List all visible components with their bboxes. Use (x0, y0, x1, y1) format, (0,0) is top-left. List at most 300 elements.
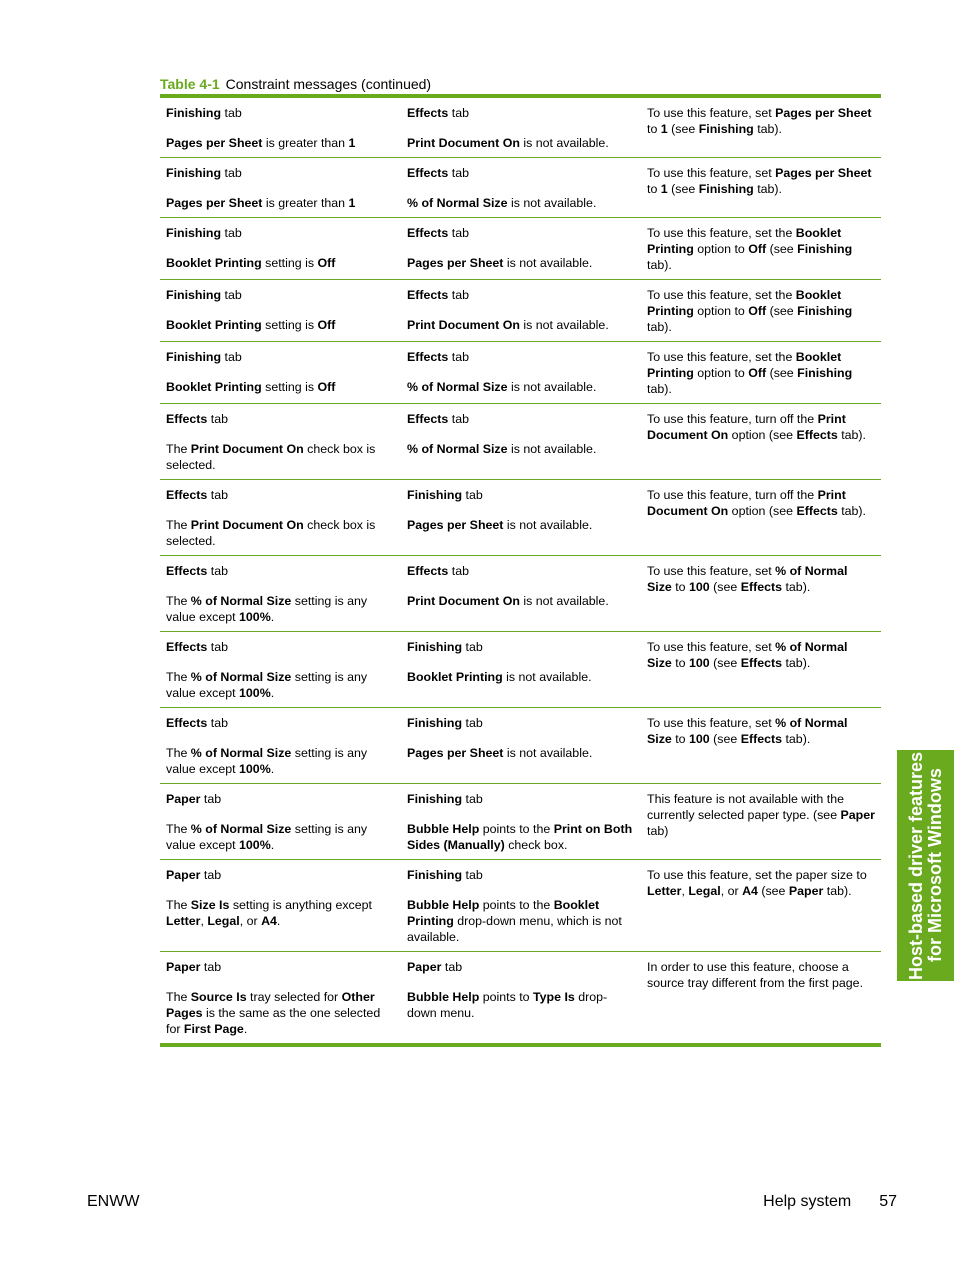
cell-paragraph (166, 989, 395, 1037)
bold-term: Bubble Help (407, 898, 480, 912)
cell-paragraph (166, 791, 395, 807)
text-run: to (671, 732, 690, 746)
text-run: tab (462, 716, 483, 730)
unavailable-cell (401, 860, 641, 951)
cell-paragraph (647, 225, 875, 273)
text-run: is not available. (507, 380, 597, 394)
text-run: To use this feature, set (647, 106, 776, 120)
bold-term: Paper (788, 884, 824, 898)
resolution-cell (641, 280, 881, 341)
text-run: To use this feature, set (647, 640, 776, 654)
cell-paragraph (407, 593, 635, 609)
unavailable-cell (401, 342, 641, 403)
text-run: tab (448, 564, 469, 578)
text-run: (see (709, 656, 741, 670)
page-number: 57 (879, 1193, 897, 1210)
text-run: tab). (823, 884, 852, 898)
cell-paragraph (407, 959, 635, 975)
unavailable-cell (401, 404, 641, 479)
cell-paragraph (407, 563, 635, 579)
text-run: , (200, 914, 208, 928)
text-run: (see (766, 242, 798, 256)
condition-cell (160, 556, 401, 631)
cell-paragraph (407, 639, 635, 655)
bold-term: Finishing (166, 166, 222, 180)
text-run: To use this feature, turn off the (647, 488, 818, 502)
bold-term: Finishing (797, 366, 853, 380)
bold-term: Off (317, 256, 336, 270)
text-run: is not available. (503, 518, 593, 532)
text-run: tab). (647, 258, 672, 272)
text-run: is greater than (262, 196, 349, 210)
bold-term: Off (317, 380, 336, 394)
cell-paragraph (166, 255, 395, 271)
text-run: tray selected for (246, 990, 342, 1004)
text-run: To use this feature, set the (647, 226, 796, 240)
text-run: (see (709, 580, 741, 594)
bold-term: Print on Both Sides (Manually) (407, 822, 633, 852)
resolution-cell (641, 98, 881, 157)
bold-term: Finishing (407, 868, 463, 882)
unavailable-cell (401, 556, 641, 631)
resolution-cell (641, 952, 881, 1043)
table-row (160, 860, 881, 952)
text-run: is not available. (502, 670, 592, 684)
footer-left: ENWW (87, 1193, 140, 1210)
text-run: (see (766, 304, 798, 318)
unavailable-cell (401, 98, 641, 157)
cell-paragraph (407, 517, 635, 533)
table-row (160, 784, 881, 860)
bold-term: Effects (166, 564, 208, 578)
bold-term: Booklet Printing (647, 226, 842, 256)
cell-paragraph (407, 349, 635, 365)
bold-term: 1 (348, 196, 356, 210)
text-run: tab). (782, 656, 811, 670)
cell-paragraph (407, 379, 635, 395)
cell-paragraph (647, 791, 875, 839)
bold-term: Print Document On (647, 488, 846, 518)
bold-term: Finishing (166, 226, 222, 240)
text-run: check box is selected. (166, 442, 376, 472)
table-row (160, 556, 881, 632)
resolution-cell (641, 218, 881, 279)
bold-term: Effects (407, 564, 449, 578)
cell-paragraph (166, 195, 395, 211)
text-run: option to (693, 242, 749, 256)
bold-term: 1 (348, 136, 356, 150)
bold-term: Finishing (166, 350, 222, 364)
cell-paragraph (647, 715, 875, 747)
bold-term: Finishing (407, 792, 463, 806)
cell-paragraph (166, 317, 395, 333)
text-run: tab (448, 350, 469, 364)
text-run: is not available. (519, 318, 609, 332)
table-row (160, 280, 881, 342)
bold-term: Print Document On (407, 594, 520, 608)
text-run: The (166, 898, 191, 912)
text-run: (see (709, 732, 741, 746)
bold-term: Booklet Printing (407, 898, 600, 928)
table-row (160, 952, 881, 1043)
text-run: setting is (261, 256, 318, 270)
unavailable-cell (401, 280, 641, 341)
text-run: To use this feature, set (647, 166, 776, 180)
bold-term: Effects (407, 412, 449, 426)
bold-term: 100 (689, 580, 710, 594)
cell-paragraph (407, 411, 635, 427)
text-run: is the same as the one selected for (166, 1006, 381, 1036)
cell-paragraph (166, 715, 395, 731)
cell-paragraph (407, 791, 635, 807)
text-run: tab). (782, 580, 811, 594)
text-run: to (671, 580, 690, 594)
condition-cell (160, 860, 401, 951)
bold-term: Paper (166, 960, 201, 974)
text-run: tab) (647, 824, 669, 838)
text-run: , (681, 884, 689, 898)
resolution-cell (641, 158, 881, 217)
bold-term: Type Is (533, 990, 575, 1004)
bold-term: Legal (688, 884, 721, 898)
bold-term: Finishing (166, 106, 222, 120)
text-run: tab). (837, 428, 867, 442)
chapter-side-tab (897, 750, 954, 981)
text-run: option to (693, 304, 749, 318)
condition-cell (160, 632, 401, 707)
text-run: . (243, 1022, 248, 1036)
cell-paragraph (407, 255, 635, 271)
cell-paragraph (647, 105, 875, 137)
text-run: setting is (261, 318, 318, 332)
cell-paragraph (647, 959, 875, 991)
unavailable-cell (401, 784, 641, 859)
text-run: . (276, 914, 281, 928)
cell-paragraph (407, 821, 635, 853)
cell-paragraph (166, 165, 395, 181)
cell-paragraph (407, 135, 635, 151)
bold-term: Booklet Printing (166, 318, 262, 332)
cell-paragraph (166, 105, 395, 121)
bold-term: Effects (407, 350, 449, 364)
text-run: points to (479, 990, 534, 1004)
unavailable-cell (401, 952, 641, 1043)
text-run: tab). (647, 382, 672, 396)
bold-term: Finishing (698, 182, 754, 196)
constraint-messages-table (160, 94, 881, 1047)
text-run: The (166, 822, 191, 836)
text-run: tab). (647, 320, 672, 334)
text-run: The (166, 990, 191, 1004)
chapter-side-tab-label: Host-based driver features for Microsoft Windows (905, 751, 945, 980)
text-run: tab (221, 106, 242, 120)
bold-term: Print Document On (190, 518, 304, 532)
footer-section: Help system (763, 1193, 852, 1210)
bold-term: Print Document On (647, 412, 846, 442)
cell-paragraph (647, 411, 875, 443)
text-run: . (270, 686, 275, 700)
cell-paragraph (166, 379, 395, 395)
text-run: The (166, 746, 191, 760)
text-run: to (647, 122, 661, 136)
bold-term: Off (748, 242, 767, 256)
text-run: setting is any value except (166, 822, 368, 852)
bold-term: Pages per Sheet (775, 106, 872, 120)
cell-paragraph (647, 563, 875, 595)
cell-paragraph (166, 441, 395, 473)
bold-term: Pages per Sheet (407, 746, 504, 760)
bold-term: Effects (166, 412, 208, 426)
cell-paragraph (407, 195, 635, 211)
cell-paragraph (647, 165, 875, 197)
text-run: tab (200, 868, 222, 882)
text-run: setting is any value except (166, 594, 368, 624)
cell-paragraph (407, 317, 635, 333)
bold-term: Effects (166, 640, 208, 654)
condition-cell (160, 98, 401, 157)
cell-paragraph (166, 349, 395, 365)
cell-paragraph (166, 821, 395, 853)
bold-term: 1 (660, 122, 668, 136)
text-run: points to the (479, 822, 554, 836)
text-run: To use this feature, set (647, 564, 776, 578)
bold-term: Effects (796, 504, 838, 518)
bold-term: % of Normal Size (647, 716, 848, 746)
text-run: The (166, 442, 191, 456)
bold-term: Letter (166, 914, 201, 928)
text-run: tab (462, 868, 483, 882)
text-run: (see (667, 122, 699, 136)
bold-term: Print Document On (407, 318, 520, 332)
bold-term: Booklet Printing (166, 380, 262, 394)
bold-term: First Page (183, 1022, 244, 1036)
text-run: is greater than (262, 136, 349, 150)
text-run: tab). (782, 732, 811, 746)
cell-paragraph (166, 867, 395, 883)
bold-term: Bubble Help (407, 990, 480, 1004)
text-run: drop-down menu. (407, 990, 608, 1020)
text-run: To use this feature, turn off the (647, 412, 818, 426)
resolution-cell (641, 556, 881, 631)
text-run: tab (200, 792, 222, 806)
cell-paragraph (166, 669, 395, 701)
text-run: is not available. (519, 136, 609, 150)
bold-term: Effects (740, 656, 783, 670)
text-run: tab). (753, 122, 782, 136)
cell-paragraph (166, 563, 395, 579)
bold-term: Finishing (797, 304, 853, 318)
bold-term: Finishing (407, 716, 463, 730)
bold-term: Effects (740, 580, 783, 594)
text-run: To use this feature, set the (647, 288, 796, 302)
condition-cell (160, 952, 401, 1043)
bold-term: Paper (166, 792, 201, 806)
text-run: setting is (261, 380, 318, 394)
text-run: , or (239, 914, 262, 928)
text-run: (see (667, 182, 699, 196)
cell-paragraph (407, 897, 635, 945)
cell-paragraph (647, 487, 875, 519)
text-run: tab (221, 166, 242, 180)
text-run: tab (441, 960, 463, 974)
bold-term: Effects (407, 288, 449, 302)
text-run: is not available. (503, 256, 593, 270)
cell-paragraph (407, 487, 635, 503)
bold-term: 100% (239, 762, 271, 776)
unavailable-cell (401, 158, 641, 217)
table-row (160, 158, 881, 218)
text-run: (see (757, 884, 789, 898)
text-run: setting is anything except (229, 898, 372, 912)
text-run: option to (693, 366, 749, 380)
bold-term: Pages per Sheet (407, 518, 504, 532)
text-run: In order to use this feature, choose a source tray different from the first page. (647, 960, 864, 990)
text-run: tab (207, 412, 228, 426)
table-caption (160, 75, 431, 93)
text-run: This feature is not available with the currently selected paper type. (see (647, 792, 844, 822)
bold-term: % of Normal Size (190, 822, 292, 836)
resolution-cell (641, 708, 881, 783)
bold-term: 100% (239, 838, 271, 852)
text-run: is not available. (507, 196, 597, 210)
cell-paragraph (647, 287, 875, 335)
bold-term: Letter (647, 884, 682, 898)
bold-term: 100% (239, 610, 271, 624)
bold-term: Pages per Sheet (166, 136, 263, 150)
text-run: tab (200, 960, 222, 974)
cell-paragraph (166, 287, 395, 303)
text-run: setting is any value except (166, 746, 368, 776)
condition-cell (160, 784, 401, 859)
bold-term: % of Normal Size (407, 196, 508, 210)
text-run: tab (448, 412, 469, 426)
unavailable-cell (401, 480, 641, 555)
bold-term: Effects (407, 166, 449, 180)
text-run: option (see (728, 428, 797, 442)
bold-term: Effects (166, 488, 208, 502)
bold-term: Finishing (166, 288, 222, 302)
bold-term: % of Normal Size (407, 380, 508, 394)
text-run: is not available. (503, 746, 593, 760)
text-run: (see (766, 366, 798, 380)
text-run: To use this feature, set the paper size to (647, 868, 867, 882)
bold-term: % of Normal Size (190, 670, 292, 684)
text-run: is not available. (507, 442, 597, 456)
bold-term: Print Document On (190, 442, 304, 456)
text-run: . (270, 762, 275, 776)
cell-paragraph (407, 165, 635, 181)
text-run: tab). (753, 182, 782, 196)
resolution-cell (641, 860, 881, 951)
text-run: setting is any value except (166, 670, 368, 700)
text-run: option (see (728, 504, 797, 518)
bold-term: 100 (689, 656, 710, 670)
bold-term: % of Normal Size (647, 564, 848, 594)
cell-paragraph (166, 517, 395, 549)
unavailable-cell (401, 708, 641, 783)
bold-term: Effects (407, 226, 449, 240)
text-run: tab (462, 488, 483, 502)
text-run: to (647, 182, 661, 196)
bold-term: Finishing (407, 488, 463, 502)
cell-paragraph (407, 441, 635, 457)
cell-paragraph (407, 225, 635, 241)
text-run: The (166, 518, 191, 532)
cell-paragraph (407, 287, 635, 303)
bold-term: Booklet Printing (647, 350, 842, 380)
condition-cell (160, 218, 401, 279)
bold-term: % of Normal Size (647, 640, 848, 670)
bold-term: Effects (166, 716, 208, 730)
bold-term: Source Is (190, 990, 247, 1004)
cell-paragraph (407, 669, 635, 685)
text-run: The (166, 594, 191, 608)
cell-paragraph (647, 349, 875, 397)
cell-paragraph (166, 959, 395, 975)
text-run: To use this feature, set (647, 716, 776, 730)
bold-term: Pages per Sheet (166, 196, 263, 210)
text-run: to (671, 656, 690, 670)
cell-paragraph (166, 487, 395, 503)
text-run: tab (221, 288, 242, 302)
condition-cell (160, 708, 401, 783)
text-run: tab (462, 792, 483, 806)
cell-paragraph (166, 135, 395, 151)
condition-cell (160, 404, 401, 479)
resolution-cell (641, 784, 881, 859)
table-row (160, 480, 881, 556)
cell-paragraph (407, 715, 635, 731)
cell-paragraph (166, 593, 395, 625)
bold-term: Effects (796, 428, 838, 442)
table-row (160, 632, 881, 708)
bold-term: 100 (689, 732, 710, 746)
text-run: tab (221, 350, 242, 364)
bold-term: Effects (407, 106, 449, 120)
text-run: tab (448, 166, 469, 180)
bold-term: Paper (407, 960, 442, 974)
table-row (160, 98, 881, 158)
bold-term: Size Is (190, 898, 230, 912)
bold-term: Effects (740, 732, 783, 746)
text-run: check box is selected. (166, 518, 376, 548)
bold-term: 1 (660, 182, 668, 196)
bold-term: Pages per Sheet (407, 256, 504, 270)
bold-term: % of Normal Size (190, 594, 292, 608)
table-row (160, 218, 881, 280)
text-run: tab (221, 226, 242, 240)
text-run: . (270, 838, 275, 852)
cell-paragraph (407, 745, 635, 761)
table-row (160, 342, 881, 404)
bold-term: Finishing (407, 640, 463, 654)
text-run: tab (207, 488, 228, 502)
bold-term: Paper (840, 808, 875, 822)
bold-term: Bubble Help (407, 822, 480, 836)
bold-term: Finishing (797, 242, 853, 256)
unavailable-cell (401, 632, 641, 707)
text-run: To use this feature, set the (647, 350, 796, 364)
bold-term: Off (748, 366, 767, 380)
condition-cell (160, 280, 401, 341)
table-row (160, 404, 881, 480)
table-number: Table 4-1 (160, 76, 220, 92)
table-row (160, 708, 881, 784)
bold-term: Other Pages (166, 990, 375, 1020)
bold-term: % of Normal Size (190, 746, 292, 760)
bold-term: Off (317, 318, 336, 332)
table-title: Constraint messages (continued) (225, 76, 432, 92)
